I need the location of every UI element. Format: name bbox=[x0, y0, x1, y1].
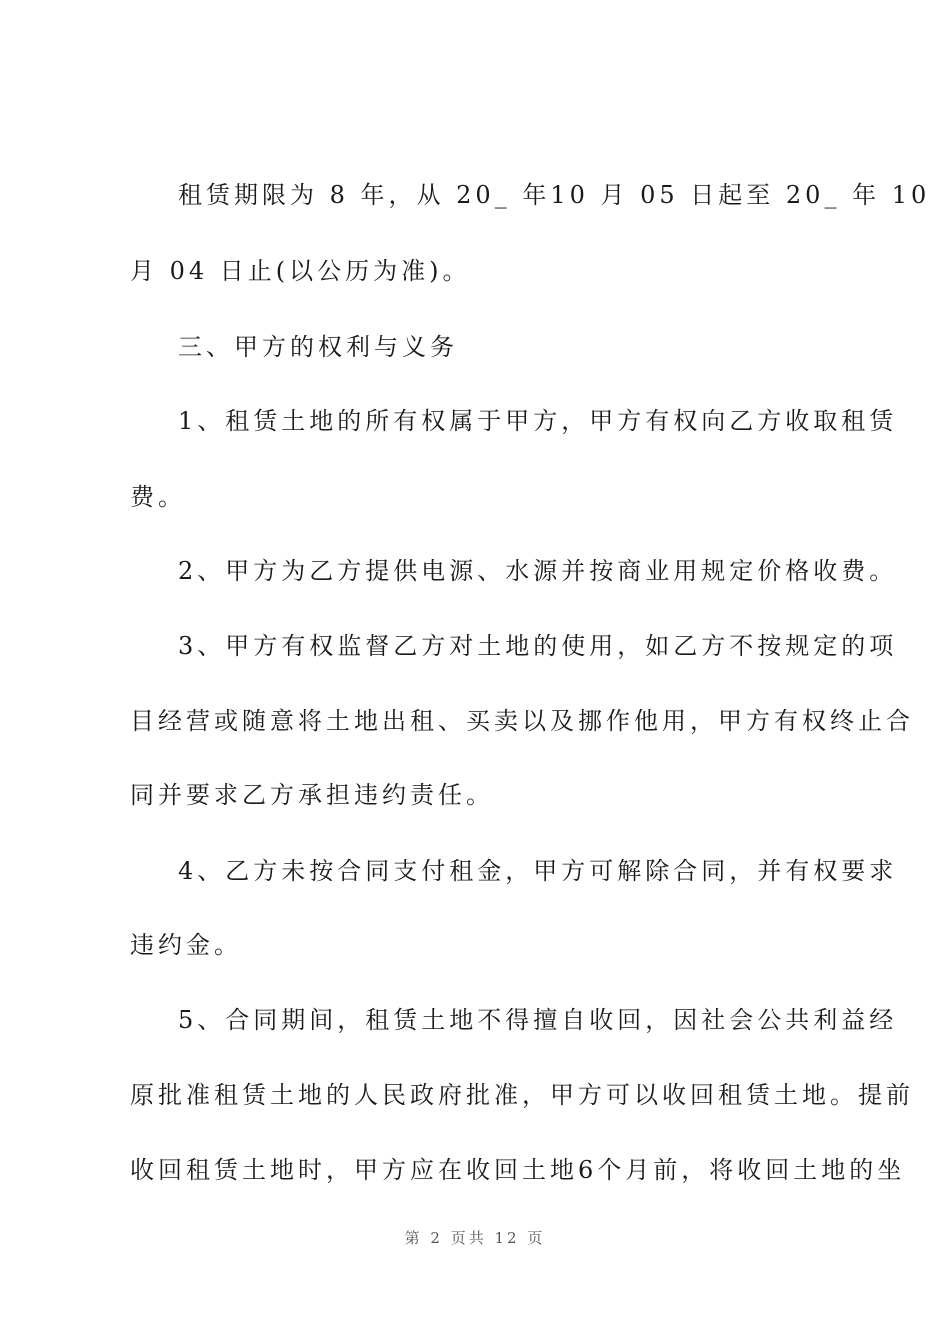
text-line: 3、甲方有权监督乙方对土地的使用，如乙方不按规定的项 bbox=[178, 632, 898, 660]
page-number-footer: 第 2 页共 12 页 bbox=[404, 1229, 546, 1247]
text-line: 月 04 日止(以公历为准)。 bbox=[130, 257, 471, 285]
section-heading: 三、甲方的权利与义务 bbox=[178, 333, 458, 361]
text-line: 5、合同期间，租赁土地不得擅自收回，因社会公共利益经 bbox=[178, 1006, 898, 1034]
text-line: 1、租赁土地的所有权属于甲方，甲方有权向乙方收取租赁 bbox=[178, 407, 898, 435]
text-line: 收回租赁土地时，甲方应在收回土地6个月前，将收回土地的坐 bbox=[130, 1156, 906, 1184]
text-line: 原批准租赁土地的人民政府批准，甲方可以收回租赁土地。提前 bbox=[130, 1081, 914, 1109]
text-line: 租赁期限为 8 年，从 20_ 年10 月 05 日起至 20_ 年 10 bbox=[178, 181, 931, 209]
text-line: 同并要求乙方承担违约责任。 bbox=[130, 781, 494, 809]
text-line: 目经营或随意将土地出租、买卖以及挪作他用，甲方有权终止合 bbox=[130, 707, 914, 735]
text-line: 费。 bbox=[130, 483, 186, 511]
text-line: 4、乙方未按合同支付租金，甲方可解除合同，并有权要求 bbox=[178, 857, 898, 885]
text-line: 违约金。 bbox=[130, 931, 242, 959]
text-line: 2、甲方为乙方提供电源、水源并按商业用规定价格收费。 bbox=[178, 557, 898, 585]
